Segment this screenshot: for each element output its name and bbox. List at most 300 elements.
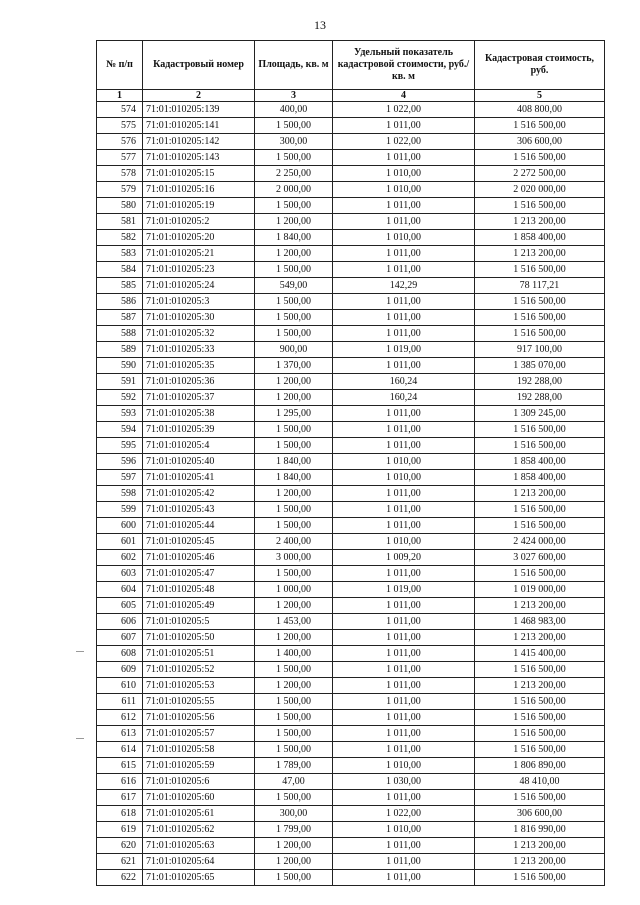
cadastral-value-cell: 1 516 500,00 [475,710,605,726]
table-row [97,214,605,230]
table-row [97,390,605,406]
row-number-cell: 582 [97,230,143,246]
specific-value-cell: 1 011,00 [333,358,475,374]
cadastral-number-cell: 71:01:010205:41 [143,470,255,486]
table-row [97,822,605,838]
specific-value-cell: 1 022,00 [333,806,475,822]
cadastral-value-cell: 1 516 500,00 [475,870,605,886]
row-number-cell: 579 [97,182,143,198]
cadastral-value-cell: 1 516 500,00 [475,502,605,518]
cadastral-value-cell: 1 213 200,00 [475,838,605,854]
cadastral-value-cell: 1 816 990,00 [475,822,605,838]
row-number-cell: 615 [97,758,143,774]
cadastral-value-cell: 1 516 500,00 [475,198,605,214]
cadastral-value-cell: 1 385 070,00 [475,358,605,374]
table-row [97,758,605,774]
specific-value-cell: 1 019,00 [333,342,475,358]
table-row [97,550,605,566]
cadastral-number-cell: 71:01:010205:39 [143,422,255,438]
header-cadastral-number: Кадастровый номер [143,41,255,90]
row-number-cell: 586 [97,294,143,310]
table-row [97,182,605,198]
table-row [97,566,605,582]
row-number-cell: 622 [97,870,143,886]
cadastral-number-cell: 71:01:010205:62 [143,822,255,838]
cadastral-number-cell: 71:01:010205:15 [143,166,255,182]
area-cell: 1 500,00 [255,790,333,806]
row-number-cell: 594 [97,422,143,438]
header-row [97,41,605,90]
area-cell: 1 789,00 [255,758,333,774]
area-cell: 300,00 [255,806,333,822]
cadastral-number-cell: 71:01:010205:142 [143,134,255,150]
table-row [97,518,605,534]
table-row [97,438,605,454]
row-number-cell: 613 [97,726,143,742]
specific-value-cell: 1 011,00 [333,790,475,806]
column-index: 4 [333,90,475,102]
row-number-cell: 595 [97,438,143,454]
specific-value-cell: 1 011,00 [333,310,475,326]
table-row [97,790,605,806]
cadastral-number-cell: 71:01:010205:61 [143,806,255,822]
specific-value-cell: 1 011,00 [333,598,475,614]
table-row [97,774,605,790]
margin-mark [76,651,84,652]
specific-value-cell: 1 011,00 [333,118,475,134]
area-cell: 1 799,00 [255,822,333,838]
cadastral-number-cell: 71:01:010205:44 [143,518,255,534]
page-number: 13 [314,18,326,32]
specific-value-cell: 1 022,00 [333,102,475,118]
area-cell: 2 000,00 [255,182,333,198]
cadastral-number-cell: 71:01:010205:4 [143,438,255,454]
cadastral-number-cell: 71:01:010205:63 [143,838,255,854]
cadastral-number-cell: 71:01:010205:21 [143,246,255,262]
row-number-cell: 588 [97,326,143,342]
cadastral-value-cell: 1 516 500,00 [475,742,605,758]
cadastral-number-cell: 71:01:010205:42 [143,486,255,502]
cadastral-number-cell: 71:01:010205:3 [143,294,255,310]
cadastral-value-cell: 48 410,00 [475,774,605,790]
area-cell: 1 500,00 [255,726,333,742]
area-cell: 1 500,00 [255,518,333,534]
table-row [97,166,605,182]
cadastral-number-cell: 71:01:010205:60 [143,790,255,806]
specific-value-cell: 1 011,00 [333,406,475,422]
area-cell: 1 840,00 [255,230,333,246]
row-number-cell: 606 [97,614,143,630]
cadastral-number-cell: 71:01:010205:45 [143,534,255,550]
cadastral-value-cell: 1 516 500,00 [475,294,605,310]
specific-value-cell: 1 011,00 [333,726,475,742]
column-index: 2 [143,90,255,102]
area-cell: 1 500,00 [255,294,333,310]
specific-value-cell: 1 030,00 [333,774,475,790]
area-cell: 1 400,00 [255,646,333,662]
area-cell: 1 500,00 [255,150,333,166]
area-cell: 3 000,00 [255,550,333,566]
cadastral-number-cell: 71:01:010205:38 [143,406,255,422]
row-number-cell: 574 [97,102,143,118]
cadastral-number-cell: 71:01:010205:46 [143,550,255,566]
cadastral-number-cell: 71:01:010205:48 [143,582,255,598]
specific-value-cell: 1 022,00 [333,134,475,150]
area-cell: 1 500,00 [255,870,333,886]
cadastral-number-cell: 71:01:010205:20 [143,230,255,246]
table-row [97,374,605,390]
table-row [97,598,605,614]
row-number-cell: 608 [97,646,143,662]
area-cell: 1 840,00 [255,454,333,470]
area-cell: 1 840,00 [255,470,333,486]
cadastral-number-cell: 71:01:010205:23 [143,262,255,278]
specific-value-cell: 1 011,00 [333,294,475,310]
row-number-cell: 616 [97,774,143,790]
table-row [97,470,605,486]
cadastral-number-cell: 71:01:010205:30 [143,310,255,326]
specific-value-cell: 1 011,00 [333,422,475,438]
cadastral-value-cell: 2 272 500,00 [475,166,605,182]
cadastral-value-cell: 1 516 500,00 [475,326,605,342]
area-cell: 1 500,00 [255,118,333,134]
row-number-cell: 593 [97,406,143,422]
row-number-cell: 576 [97,134,143,150]
cadastral-number-cell: 71:01:010205:55 [143,694,255,710]
specific-value-cell: 1 010,00 [333,454,475,470]
cadastral-value-cell: 2 424 000,00 [475,534,605,550]
cadastral-number-cell: 71:01:010205:5 [143,614,255,630]
table-row [97,694,605,710]
cadastral-number-cell: 71:01:010205:36 [143,374,255,390]
table-row [97,614,605,630]
cadastral-number-cell: 71:01:010205:58 [143,742,255,758]
table-row [97,278,605,294]
row-number-cell: 618 [97,806,143,822]
row-number-cell: 600 [97,518,143,534]
cadastral-value-cell: 1 516 500,00 [475,262,605,278]
table-row [97,630,605,646]
table-row [97,230,605,246]
table-row [97,326,605,342]
cadastral-value-cell: 1 858 400,00 [475,470,605,486]
area-cell: 1 453,00 [255,614,333,630]
specific-value-cell: 1 011,00 [333,854,475,870]
area-cell: 2 250,00 [255,166,333,182]
area-cell: 1 200,00 [255,630,333,646]
area-cell: 1 200,00 [255,854,333,870]
row-number-cell: 596 [97,454,143,470]
table-row [97,710,605,726]
specific-value-cell: 1 011,00 [333,246,475,262]
cadastral-number-cell: 71:01:010205:24 [143,278,255,294]
cadastral-value-cell: 408 800,00 [475,102,605,118]
area-cell: 1 500,00 [255,662,333,678]
cadastral-number-cell: 71:01:010205:141 [143,118,255,134]
table-row [97,406,605,422]
specific-value-cell: 1 010,00 [333,758,475,774]
area-cell: 2 400,00 [255,534,333,550]
specific-value-cell: 1 011,00 [333,662,475,678]
cadastral-number-cell: 71:01:010205:49 [143,598,255,614]
specific-value-cell: 1 011,00 [333,486,475,502]
area-cell: 1 200,00 [255,598,333,614]
row-number-cell: 601 [97,534,143,550]
cadastral-value-cell: 3 027 600,00 [475,550,605,566]
cadastral-number-cell: 71:01:010205:40 [143,454,255,470]
column-index: 5 [475,90,605,102]
area-cell: 549,00 [255,278,333,294]
cadastral-value-cell: 2 020 000,00 [475,182,605,198]
cadastral-value-cell: 192 288,00 [475,374,605,390]
row-number-cell: 612 [97,710,143,726]
table-row [97,806,605,822]
specific-value-cell: 1 011,00 [333,710,475,726]
cadastral-value-cell: 1 213 200,00 [475,678,605,694]
table-row [97,582,605,598]
specific-value-cell: 1 010,00 [333,182,475,198]
table-row [97,726,605,742]
column-index: 1 [97,90,143,102]
cadastral-number-cell: 71:01:010205:64 [143,854,255,870]
area-cell: 1 000,00 [255,582,333,598]
specific-value-cell: 1 011,00 [333,214,475,230]
specific-value-cell: 1 010,00 [333,230,475,246]
specific-value-cell: 1 011,00 [333,198,475,214]
row-number-cell: 580 [97,198,143,214]
specific-value-cell: 1 011,00 [333,614,475,630]
table-row [97,838,605,854]
cadastral-value-cell: 1 516 500,00 [475,726,605,742]
cadastral-value-cell: 192 288,00 [475,390,605,406]
area-cell: 1 500,00 [255,566,333,582]
area-cell: 1 200,00 [255,214,333,230]
cadastral-number-cell: 71:01:010205:32 [143,326,255,342]
cadastral-number-cell: 71:01:010205:56 [143,710,255,726]
table-row [97,246,605,262]
row-number-cell: 607 [97,630,143,646]
table-row [97,134,605,150]
row-number-cell: 605 [97,598,143,614]
row-number-cell: 611 [97,694,143,710]
row-number-cell: 575 [97,118,143,134]
cadastral-value-cell: 1 516 500,00 [475,422,605,438]
table-row [97,102,605,118]
column-index-row [97,90,605,102]
row-number-cell: 604 [97,582,143,598]
table-row [97,150,605,166]
specific-value-cell: 1 010,00 [333,470,475,486]
area-cell: 1 200,00 [255,374,333,390]
row-number-cell: 617 [97,790,143,806]
cadastral-number-cell: 71:01:010205:57 [143,726,255,742]
cadastral-value-cell: 1 516 500,00 [475,694,605,710]
specific-value-cell: 1 011,00 [333,694,475,710]
cadastral-value-cell: 1 516 500,00 [475,518,605,534]
specific-value-cell: 1 011,00 [333,150,475,166]
cadastral-value-cell: 1 516 500,00 [475,662,605,678]
row-number-cell: 583 [97,246,143,262]
row-number-cell: 590 [97,358,143,374]
table-row [97,118,605,134]
specific-value-cell: 1 011,00 [333,678,475,694]
specific-value-cell: 1 011,00 [333,438,475,454]
row-number-cell: 619 [97,822,143,838]
cadastral-value-cell: 1 516 500,00 [475,566,605,582]
row-number-cell: 585 [97,278,143,294]
table-row [97,486,605,502]
cadastral-value-cell: 78 117,21 [475,278,605,294]
cadastral-value-cell: 1 309 245,00 [475,406,605,422]
cadastral-value-cell: 1 806 890,00 [475,758,605,774]
cadastral-value-cell: 1 516 500,00 [475,150,605,166]
header-area: Площадь, кв. м [255,41,333,90]
cadastral-value-cell: 1 858 400,00 [475,454,605,470]
area-cell: 1 200,00 [255,246,333,262]
cadastral-value-cell: 306 600,00 [475,134,605,150]
row-number-cell: 592 [97,390,143,406]
table-row [97,502,605,518]
specific-value-cell: 1 011,00 [333,262,475,278]
area-cell: 1 500,00 [255,694,333,710]
cadastral-value-cell: 1 516 500,00 [475,118,605,134]
row-number-cell: 587 [97,310,143,326]
header-cadastral-value: Кадастровая стоимость, руб. [475,41,605,90]
table-row [97,742,605,758]
table-row [97,358,605,374]
table-row [97,534,605,550]
specific-value-cell: 1 019,00 [333,582,475,598]
cadastral-number-cell: 71:01:010205:2 [143,214,255,230]
specific-value-cell: 160,24 [333,390,475,406]
specific-value-cell: 1 011,00 [333,838,475,854]
area-cell: 1 500,00 [255,710,333,726]
table-row [97,678,605,694]
table-row [97,646,605,662]
row-number-cell: 610 [97,678,143,694]
cadastral-value-cell: 306 600,00 [475,806,605,822]
cadastral-value-cell: 1 858 400,00 [475,230,605,246]
cadastral-number-cell: 71:01:010205:6 [143,774,255,790]
cadastral-number-cell: 71:01:010205:59 [143,758,255,774]
row-number-cell: 609 [97,662,143,678]
row-number-cell: 578 [97,166,143,182]
specific-value-cell: 1 011,00 [333,742,475,758]
cadastral-value-cell: 917 100,00 [475,342,605,358]
area-cell: 1 500,00 [255,422,333,438]
table-row [97,262,605,278]
table-row [97,854,605,870]
cadastral-number-cell: 71:01:010205:65 [143,870,255,886]
area-cell: 1 200,00 [255,486,333,502]
table-row [97,662,605,678]
cadastral-value-cell: 1 213 200,00 [475,214,605,230]
cadastral-number-cell: 71:01:010205:51 [143,646,255,662]
cadastral-number-cell: 71:01:010205:16 [143,182,255,198]
area-cell: 1 500,00 [255,262,333,278]
table-row [97,198,605,214]
specific-value-cell: 1 010,00 [333,166,475,182]
cadastral-number-cell: 71:01:010205:52 [143,662,255,678]
cadastral-value-cell: 1 516 500,00 [475,790,605,806]
cadastral-value-cell: 1 516 500,00 [475,310,605,326]
row-number-cell: 598 [97,486,143,502]
cadastral-number-cell: 71:01:010205:37 [143,390,255,406]
area-cell: 1 200,00 [255,678,333,694]
area-cell: 1 370,00 [255,358,333,374]
area-cell: 400,00 [255,102,333,118]
header-specific-value: Удельный показатель кадастровой стоимости, руб./кв. м [333,41,475,90]
area-cell: 47,00 [255,774,333,790]
area-cell: 1 500,00 [255,742,333,758]
specific-value-cell: 1 009,20 [333,550,475,566]
table-row [97,310,605,326]
area-cell: 1 500,00 [255,438,333,454]
specific-value-cell: 1 010,00 [333,822,475,838]
area-cell: 1 200,00 [255,390,333,406]
cadastral-number-cell: 71:01:010205:19 [143,198,255,214]
cadastral-number-cell: 71:01:010205:50 [143,630,255,646]
cadastral-number-cell: 71:01:010205:33 [143,342,255,358]
specific-value-cell: 1 011,00 [333,870,475,886]
table-row [97,422,605,438]
cadastral-value-table [96,40,605,886]
table-row [97,454,605,470]
row-number-cell: 589 [97,342,143,358]
area-cell: 1 500,00 [255,198,333,214]
cadastral-value-cell: 1 415 400,00 [475,646,605,662]
row-number-cell: 577 [97,150,143,166]
area-cell: 1 295,00 [255,406,333,422]
header-row-number: № п/п [97,41,143,90]
row-number-cell: 602 [97,550,143,566]
cadastral-value-cell: 1 213 200,00 [475,246,605,262]
row-number-cell: 584 [97,262,143,278]
row-number-cell: 621 [97,854,143,870]
row-number-cell: 599 [97,502,143,518]
cadastral-number-cell: 71:01:010205:143 [143,150,255,166]
row-number-cell: 591 [97,374,143,390]
area-cell: 1 500,00 [255,310,333,326]
specific-value-cell: 1 011,00 [333,326,475,342]
cadastral-value-cell: 1 213 200,00 [475,486,605,502]
area-cell: 300,00 [255,134,333,150]
area-cell: 1 200,00 [255,838,333,854]
column-index: 3 [255,90,333,102]
specific-value-cell: 1 010,00 [333,534,475,550]
cadastral-value-cell: 1 213 200,00 [475,854,605,870]
cadastral-value-cell: 1 213 200,00 [475,598,605,614]
specific-value-cell: 1 011,00 [333,630,475,646]
specific-value-cell: 142,29 [333,278,475,294]
cadastral-number-cell: 71:01:010205:47 [143,566,255,582]
table-body [97,102,605,886]
cadastral-number-cell: 71:01:010205:139 [143,102,255,118]
row-number-cell: 620 [97,838,143,854]
table-row [97,870,605,886]
cadastral-value-cell: 1 019 000,00 [475,582,605,598]
cadastral-value-cell: 1 213 200,00 [475,630,605,646]
specific-value-cell: 1 011,00 [333,502,475,518]
margin-mark [76,738,84,739]
row-number-cell: 603 [97,566,143,582]
cadastral-number-cell: 71:01:010205:43 [143,502,255,518]
cadastral-number-cell: 71:01:010205:35 [143,358,255,374]
area-cell: 1 500,00 [255,326,333,342]
area-cell: 900,00 [255,342,333,358]
cadastral-value-cell: 1 516 500,00 [475,438,605,454]
table-row [97,342,605,358]
